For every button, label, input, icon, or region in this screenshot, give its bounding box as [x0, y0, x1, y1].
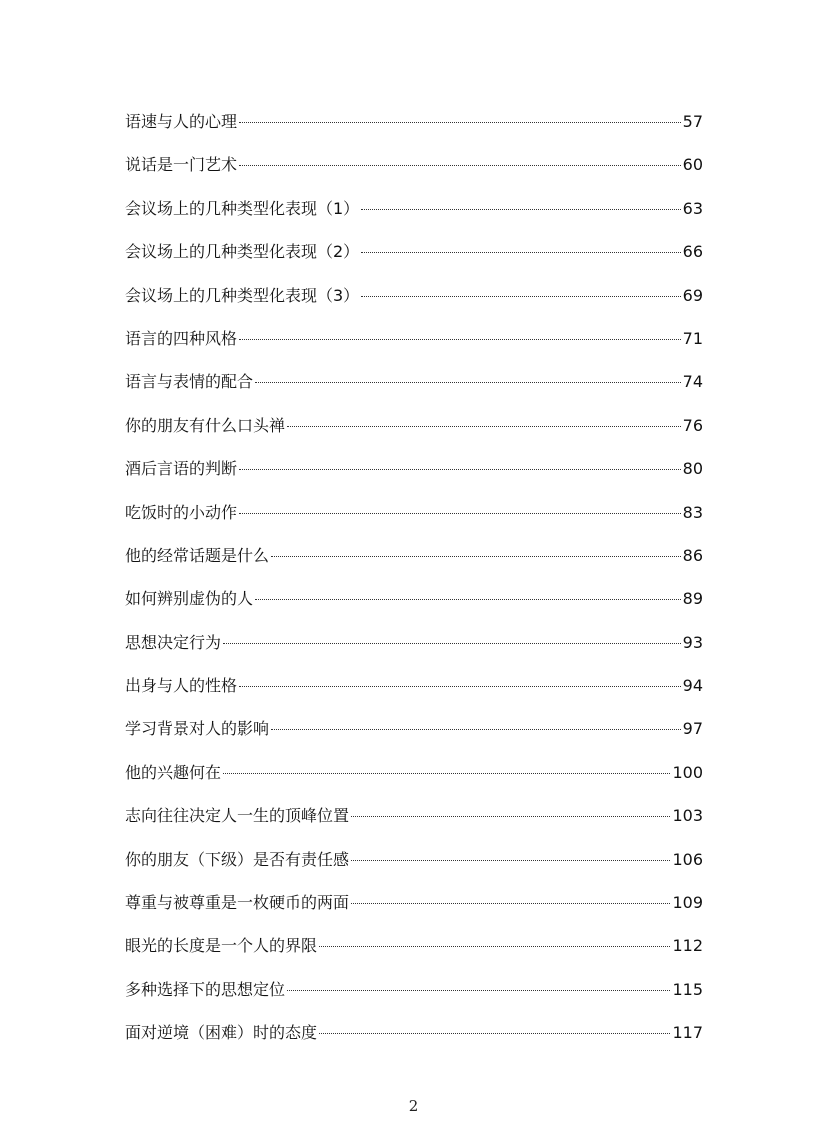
toc-entry-title[interactable]: 会议场上的几种类型化表现（2）	[125, 242, 360, 262]
toc-entry-title[interactable]: 他的兴趣何在	[125, 762, 222, 782]
toc-entry[interactable]	[125, 668, 703, 711]
dot-leader	[351, 816, 670, 817]
dot-leader	[255, 382, 681, 383]
toc-entry-title[interactable]: 吃饭时的小动作	[125, 502, 238, 522]
toc-entry-page[interactable]: 117	[672, 1023, 703, 1043]
toc-entry[interactable]	[125, 798, 703, 841]
toc-entry-page[interactable]: 115	[672, 979, 703, 999]
dot-leader	[287, 426, 681, 427]
page-number: 2	[408, 1097, 419, 1115]
toc-entry[interactable]	[125, 755, 703, 798]
toc-entry-page[interactable]: 69	[682, 285, 703, 305]
toc-entry[interactable]	[125, 278, 703, 321]
dot-leader	[361, 209, 680, 210]
dot-leader	[239, 339, 681, 340]
toc-entry-title[interactable]: 尊重与被尊重是一枚硬币的两面	[125, 893, 350, 913]
toc-entry-title[interactable]: 面对逆境（困难）时的态度	[125, 1023, 318, 1043]
toc-entry[interactable]	[125, 104, 703, 147]
dot-leader	[223, 643, 681, 644]
toc-entry[interactable]	[125, 842, 703, 885]
toc-entry[interactable]	[125, 581, 703, 624]
dot-leader	[239, 165, 681, 166]
table-of-contents	[125, 104, 703, 1059]
toc-entry-page[interactable]: 57	[682, 112, 703, 131]
toc-entry[interactable]	[125, 234, 703, 277]
toc-entry-title[interactable]: 多种选择下的思想定位	[125, 979, 286, 999]
dot-leader	[287, 990, 670, 991]
toc-entry-title[interactable]: 语言与表情的配合	[125, 372, 254, 392]
toc-entry[interactable]	[125, 538, 703, 581]
toc-entry[interactable]	[125, 625, 703, 668]
toc-entry-page[interactable]: 94	[682, 676, 703, 696]
toc-entry-page[interactable]: 71	[682, 328, 703, 348]
toc-entry-title[interactable]: 如何辨别虚伪的人	[125, 589, 254, 609]
toc-entry[interactable]	[125, 364, 703, 407]
dot-leader	[239, 686, 681, 687]
dot-leader	[255, 599, 681, 600]
toc-entry-page[interactable]: 103	[672, 806, 703, 826]
toc-entry-page[interactable]: 86	[682, 545, 703, 565]
toc-entry-page[interactable]: 74	[682, 372, 703, 392]
dot-leader	[271, 729, 681, 730]
toc-entry-page[interactable]: 100	[672, 762, 703, 782]
toc-entry-page[interactable]: 106	[672, 849, 703, 869]
dot-leader	[271, 556, 681, 557]
toc-entry-page[interactable]: 83	[682, 502, 703, 522]
toc-entry[interactable]	[125, 711, 703, 754]
toc-entry[interactable]	[125, 972, 703, 1015]
toc-entry-page[interactable]: 76	[682, 415, 703, 435]
toc-entry[interactable]	[125, 928, 703, 971]
dot-leader	[351, 860, 670, 861]
dot-leader	[239, 122, 681, 123]
toc-entry[interactable]	[125, 885, 703, 928]
dot-leader	[361, 252, 680, 253]
toc-entry[interactable]	[125, 191, 703, 234]
toc-entry[interactable]	[125, 1015, 703, 1058]
toc-entry-title[interactable]: 出身与人的性格	[125, 676, 238, 696]
dot-leader	[319, 1033, 670, 1034]
toc-entry-title[interactable]: 你的朋友（下级）是否有责任感	[125, 849, 350, 869]
toc-entry-title[interactable]: 语言的四种风格	[125, 328, 238, 348]
dot-leader	[351, 903, 670, 904]
toc-entry-title[interactable]: 志向往往决定人一生的顶峰位置	[125, 806, 350, 826]
toc-entry[interactable]	[125, 451, 703, 494]
toc-entry-title[interactable]: 学习背景对人的影响	[125, 719, 270, 739]
toc-entry-title[interactable]: 酒后言语的判断	[125, 459, 238, 479]
dot-leader	[223, 773, 670, 774]
toc-entry-title[interactable]: 会议场上的几种类型化表现（3）	[125, 285, 360, 305]
toc-entry[interactable]	[125, 495, 703, 538]
toc-entry-page[interactable]: 112	[672, 936, 703, 956]
toc-entry-title[interactable]: 他的经常话题是什么	[125, 545, 270, 565]
toc-entry-title[interactable]: 思想决定行为	[125, 632, 222, 652]
toc-entry-title[interactable]: 你的朋友有什么口头禅	[125, 415, 286, 435]
toc-entry[interactable]	[125, 147, 703, 190]
toc-entry-page[interactable]: 109	[672, 893, 703, 913]
toc-entry-title[interactable]: 说话是一门艺术	[125, 155, 238, 175]
toc-entry-title[interactable]: 语速与人的心理	[125, 112, 238, 131]
dot-leader	[239, 469, 681, 470]
dot-leader	[239, 513, 681, 514]
dot-leader	[361, 296, 680, 297]
toc-entry-page[interactable]: 89	[682, 589, 703, 609]
toc-entry[interactable]	[125, 321, 703, 364]
dot-leader	[319, 946, 670, 947]
toc-entry[interactable]	[125, 408, 703, 451]
toc-entry-page[interactable]: 97	[682, 719, 703, 739]
toc-entry-page[interactable]: 80	[682, 459, 703, 479]
toc-entry-page[interactable]: 63	[682, 198, 703, 218]
toc-entry-page[interactable]: 66	[682, 242, 703, 262]
toc-entry-page[interactable]: 93	[682, 632, 703, 652]
toc-entry-title[interactable]: 眼光的长度是一个人的界限	[125, 936, 318, 956]
toc-entry-page[interactable]: 60	[682, 155, 703, 175]
toc-entry-title[interactable]: 会议场上的几种类型化表现（1）	[125, 198, 360, 218]
